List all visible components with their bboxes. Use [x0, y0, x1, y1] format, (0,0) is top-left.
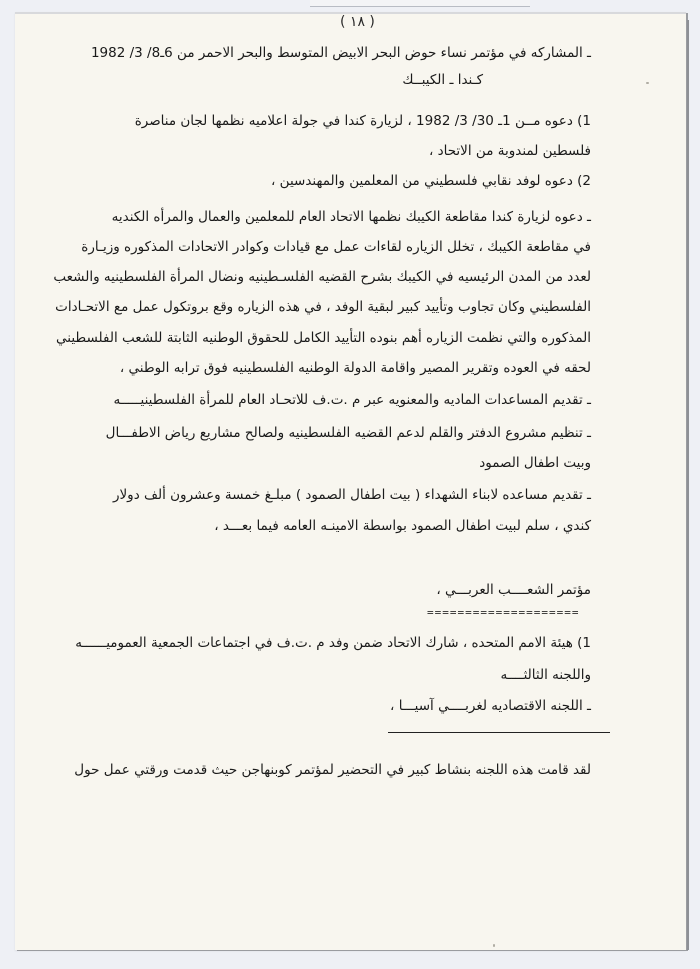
line-quebec-support: المذكوره والتي نظمت الزياره أهم بنوده التأييد الكامل للحقوق الوطنيه الثابتة للشعب الفلسطيني — [56, 330, 591, 346]
line-aid-delivered: كندي ، سلم لبيت اطفال الصمود بواسطة الامينـه العامه فيما بعـــد ، — [214, 518, 591, 534]
line-item-1-invitation: 1) دعوه مــن 1ـ 30/ 3/ 1982 ، لزيارة كندا في جولة اعلاميه نظمها لجان مناصرة — [134, 113, 591, 129]
line-material-aid: ـ تقديم المساعدات الماديه والمعنويه عبر م .ت.ف للاتحـاد العام للمرأة الفلسطينيـــــه — [113, 392, 591, 408]
paper-speck — [493, 944, 495, 947]
line-escwa: ـ اللجنه الاقتصاديه لغربــــي آسيـــا ، — [390, 698, 591, 714]
section-divider-rule — [388, 732, 610, 733]
line-quebec-visit: في مقاطعة الكيبك ، تخلل الزياره لقاءات عمل مع قيادات وكوادر الاتحادات المذكوره وزيـارة — [81, 239, 591, 255]
line-right-of-return: لحقه في العوده وتقرير المصير واقامة الدولة الوطنيه الفلسطينيه فوق ترابه الوطني ، — [119, 360, 591, 376]
line-copenhagen-preparation: لقد قامت هذه اللجنه بنشاط كبير في التحضير لمؤتمر كوبنهاجن حيث قدمت ورقتي عمل حول — [74, 762, 591, 778]
heading-underline-equals: ==================== — [427, 606, 580, 619]
line-canada-quebec: كـندا ـ الكيبــك — [402, 72, 483, 88]
page-number: ( ١٨ ) — [340, 14, 375, 30]
line-third-committee: واللجنه الثالثــــه — [500, 667, 591, 683]
line-item-1-cont: فلسطين لمندوبة من الاتحاد ، — [428, 143, 591, 159]
document-page — [15, 12, 686, 950]
line-participation-mediterranean: ـ المشاركه في مؤتمر نساء حوض البحر الابيض المتوسط والبحر الاحمر من 6ـ8/ 3/ 1982 — [90, 45, 591, 61]
line-martyrs-children-aid: ـ تقديم مساعده لابناء الشهداء ( بيت اطفال الصمود ) مبلـغ خمسة وعشرون ألف دولار — [112, 487, 591, 503]
line-quebec-cities: لعدد من المدن الرئيسيه في الكيبك بشرح القضيه الفلسـطينيه ونضال المرأة الفلسطينيه والشعب — [53, 269, 591, 285]
paper-speck — [646, 82, 649, 84]
section-heading-arab-people-conference: مؤتمر الشعــــب العربـــي ، — [436, 582, 591, 598]
line-notebook-pen-project: ـ تنظيم مشروع الدفتر والقلم لدعم القضيه الفلسطينيه ولصالح مشاريع رياض الاطفـــال — [105, 425, 591, 441]
line-item-2-union-delegation: 2) دعوه لوفد نقابي فلسطيني من المعلمين والمهندسين ، — [271, 173, 591, 189]
page-edge-shadow — [687, 20, 689, 950]
line-united-nations: 1) هيئة الامم المتحده ، شارك الاتحاد ضمن وفد م .ت.ف في اجتماعات الجمعية العموميــــــه — [75, 635, 591, 651]
back-sheet-edge — [310, 0, 530, 7]
line-sumud-children-home: وبيت اطفال الصمود — [479, 455, 591, 471]
line-quebec-invitation: ـ دعوه لزيارة كندا مقاطعة الكيبك نظمها الاتحاد العام للمعلمين والعمال والمرأه الكنديه — [111, 209, 591, 225]
line-quebec-protocol: الفلسطيني وكان تجاوب وتأييد كبير لبقية الوفد ، في هذه الزياره وقع بروتكول عمل مع الاتحـادات — [55, 299, 591, 315]
